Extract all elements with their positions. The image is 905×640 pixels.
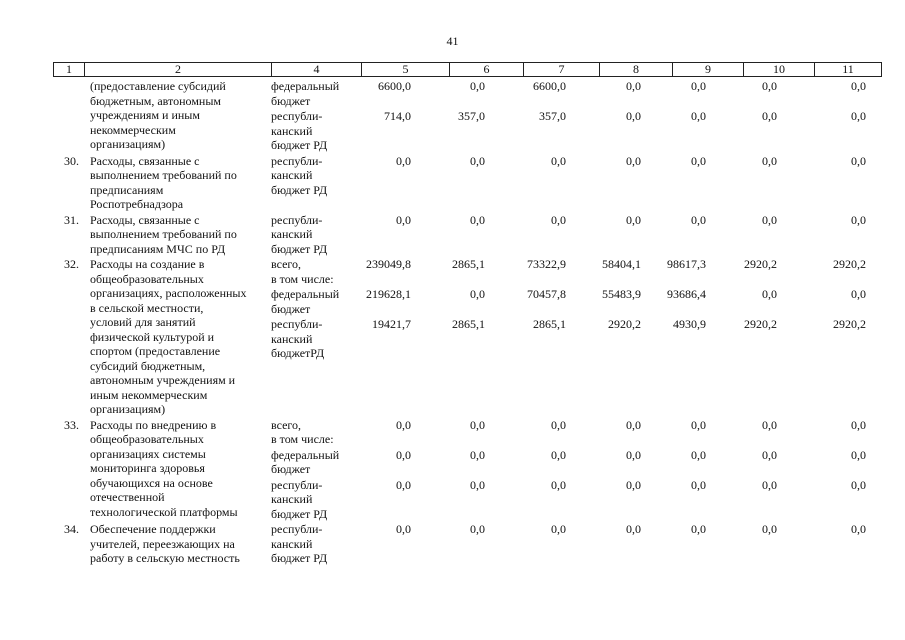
- description-line: учителей, переезжающих на: [90, 536, 235, 551]
- description-line: предписаниям МЧС по РД: [90, 241, 226, 256]
- funding-source-label: канский: [271, 492, 313, 506]
- funding-source-label: в том числе:: [271, 271, 334, 286]
- description-line: Расходы, связанные с: [90, 212, 200, 227]
- row-number: 34.: [64, 522, 79, 536]
- funding-source-label: республи-: [271, 317, 323, 331]
- header-cell: 2: [85, 63, 272, 76]
- value-cell: 2920,2: [744, 317, 777, 331]
- value-cell: 0,0: [396, 477, 411, 492]
- funding-source-label: всего,: [271, 417, 302, 432]
- value-cell: 0,0: [691, 417, 706, 432]
- value-cell: 0,0: [626, 212, 641, 227]
- description-line: спортом (предоставление: [90, 344, 221, 358]
- page-number: 41: [446, 34, 459, 48]
- value-cell: 0,0: [851, 79, 866, 93]
- funding-source-label: в том числе:: [271, 432, 334, 446]
- value-cell: 714,0: [384, 109, 411, 123]
- funding-source-label: канский: [271, 123, 313, 138]
- funding-source-label: бюджет: [271, 301, 311, 316]
- funding-source-label: бюджет РД: [271, 182, 328, 197]
- value-cell: 0,0: [626, 447, 641, 462]
- value-cell: 357,0: [539, 109, 566, 123]
- funding-source-label: бюджет РД: [271, 138, 328, 152]
- value-cell: 0,0: [691, 109, 706, 123]
- funding-source-label: федеральный: [271, 79, 340, 93]
- value-cell: 0,0: [762, 153, 777, 168]
- value-cell: 0,0: [851, 477, 866, 492]
- funding-source-label: бюджетРД: [271, 346, 325, 360]
- value-cell: 0,0: [396, 212, 411, 227]
- description-line: учреждениям и иным: [90, 108, 200, 122]
- value-cell: 70457,8: [527, 287, 566, 301]
- header-cell: 1: [54, 63, 85, 76]
- value-cell: 2920,2: [833, 317, 866, 331]
- value-cell: 0,0: [551, 447, 566, 462]
- value-cell: 0,0: [691, 522, 706, 536]
- value-cell: 0,0: [851, 212, 866, 227]
- description-line: Обеспечение поддержки: [90, 522, 216, 536]
- value-cell: 0,0: [396, 522, 411, 536]
- funding-source-label: канский: [271, 227, 313, 241]
- header-cell: 4: [272, 63, 362, 76]
- value-cell: 0,0: [470, 287, 485, 301]
- description-line: в сельской местности,: [90, 300, 204, 315]
- value-cell: 0,0: [470, 79, 485, 93]
- row-number: 33.: [64, 417, 79, 432]
- value-cell: 357,0: [458, 109, 485, 123]
- value-cell: 0,0: [851, 417, 866, 432]
- description-line: выполнением требований по: [90, 227, 237, 241]
- value-cell: 0,0: [470, 522, 485, 536]
- value-cell: 0,0: [762, 477, 777, 492]
- value-cell: 0,0: [762, 109, 777, 123]
- value-cell: 0,0: [691, 447, 706, 462]
- description-line: технологической платформы: [90, 504, 238, 519]
- funding-source-label: федеральный: [271, 287, 340, 301]
- value-cell: 0,0: [551, 477, 566, 492]
- value-cell: 0,0: [626, 522, 641, 536]
- value-cell: 0,0: [762, 79, 777, 93]
- description-line: иным некоммерческим: [90, 387, 208, 402]
- value-cell: 0,0: [626, 153, 641, 168]
- row-number: 32.: [64, 257, 79, 271]
- header-cell: 8: [600, 63, 673, 76]
- value-cell: 2865,1: [452, 317, 485, 331]
- funding-source-label: республи-: [271, 522, 323, 536]
- description-line: физической культурой и: [90, 329, 215, 344]
- value-cell: 0,0: [762, 417, 777, 432]
- header-cell: 9: [673, 63, 744, 76]
- description-line: организациях, расположенных: [90, 286, 247, 300]
- description-line: бюджетным, автономным: [90, 93, 221, 108]
- value-cell: 73322,9: [527, 257, 566, 271]
- value-cell: 2865,1: [533, 317, 566, 331]
- description-line: условий для занятий: [90, 315, 196, 329]
- value-cell: 0,0: [762, 447, 777, 462]
- description-line: выполнением требований по: [90, 168, 237, 182]
- description-line: Расходы на создание в: [90, 257, 205, 271]
- header-cell: 7: [524, 63, 600, 76]
- value-cell: 0,0: [551, 522, 566, 536]
- description-line: автономным учреждениям и: [90, 373, 236, 387]
- value-cell: 0,0: [851, 447, 866, 462]
- description-line: некоммерческим: [90, 122, 176, 137]
- funding-source-label: бюджет РД: [271, 506, 328, 521]
- value-cell: 2920,2: [608, 317, 641, 331]
- description-line: организациям): [90, 402, 166, 416]
- value-cell: 0,0: [626, 109, 641, 123]
- value-cell: 0,0: [470, 153, 485, 168]
- value-cell: 0,0: [626, 79, 641, 93]
- value-cell: 0,0: [691, 212, 706, 227]
- funding-source-label: канский: [271, 168, 313, 182]
- funding-source-label: бюджет РД: [271, 241, 328, 256]
- description-line: Расходы по внедрению в: [90, 417, 217, 432]
- description-line: Роспотребнадзора: [90, 197, 184, 211]
- value-cell: 0,0: [626, 417, 641, 432]
- description-line: работу в сельскую местность: [90, 551, 240, 565]
- value-cell: 0,0: [551, 417, 566, 432]
- description-line: Расходы, связанные с: [90, 153, 200, 168]
- value-cell: 219628,1: [366, 287, 411, 301]
- row-description: [90, 154, 272, 212]
- description-line: организациях системы: [90, 446, 206, 461]
- row-description: [90, 213, 272, 257]
- value-cell: 0,0: [691, 153, 706, 168]
- value-cell: 0,0: [470, 447, 485, 462]
- description-line: мониторинга здоровья: [90, 461, 205, 475]
- funding-source-label: республи-: [271, 212, 323, 227]
- funding-source-label: канский: [271, 536, 313, 551]
- value-cell: 0,0: [551, 153, 566, 168]
- value-cell: 0,0: [691, 477, 706, 492]
- row-description: [90, 522, 272, 566]
- description-line: обучающихся на основе: [90, 475, 213, 490]
- value-cell: 98617,3: [667, 257, 706, 271]
- value-cell: 2920,2: [744, 257, 777, 271]
- funding-source-label: канский: [271, 331, 313, 346]
- value-cell: 93686,4: [667, 287, 706, 301]
- value-cell: 0,0: [851, 287, 866, 301]
- header-cell: 11: [842, 62, 854, 76]
- header-cell: 6: [450, 63, 524, 76]
- value-cell: 0,0: [851, 109, 866, 123]
- value-cell: 239049,8: [366, 257, 411, 271]
- row-description: [90, 79, 272, 152]
- value-cell: 0,0: [470, 477, 485, 492]
- funding-source-label: всего,: [271, 257, 302, 271]
- value-cell: 0,0: [470, 417, 485, 432]
- row-description: [90, 257, 272, 417]
- value-cell: 6600,0: [378, 79, 411, 93]
- value-cell: 0,0: [851, 153, 866, 168]
- description-line: общеобразовательных: [90, 432, 204, 446]
- description-line: (предоставление субсидий: [90, 79, 226, 93]
- value-cell: 2865,1: [452, 257, 485, 271]
- value-cell: 0,0: [851, 522, 866, 536]
- value-cell: 0,0: [470, 212, 485, 227]
- value-cell: 0,0: [762, 522, 777, 536]
- funding-source-label: бюджет: [271, 93, 311, 108]
- value-cell: 19421,7: [372, 317, 411, 331]
- row-number: 31.: [64, 212, 79, 227]
- value-cell: 2920,2: [833, 257, 866, 271]
- description-line: субсидий бюджетным,: [90, 358, 206, 373]
- value-cell: 0,0: [762, 287, 777, 301]
- value-cell: 55483,9: [602, 287, 641, 301]
- row-description: [90, 418, 272, 520]
- funding-source-label: федеральный: [271, 447, 340, 462]
- funding-source-label: республи-: [271, 477, 323, 492]
- header-cell: 5: [362, 63, 450, 76]
- value-cell: 0,0: [396, 447, 411, 462]
- value-cell: 0,0: [396, 153, 411, 168]
- funding-source-label: республи-: [271, 153, 323, 168]
- header-cell: 10: [744, 63, 815, 76]
- funding-source-label: бюджет: [271, 462, 311, 476]
- value-cell: 0,0: [396, 417, 411, 432]
- value-cell: 0,0: [691, 79, 706, 93]
- description-line: общеобразовательных: [90, 271, 204, 286]
- description-line: отечественной: [90, 490, 165, 504]
- value-cell: 0,0: [551, 212, 566, 227]
- value-cell: 0,0: [762, 212, 777, 227]
- value-cell: 6600,0: [533, 79, 566, 93]
- funding-source-label: республи-: [271, 109, 323, 123]
- value-cell: 58404,1: [602, 257, 641, 271]
- description-line: предписаниям: [90, 182, 164, 197]
- row-number: 30.: [64, 153, 79, 168]
- value-cell: 4930,9: [673, 317, 706, 331]
- description-line: организациям): [90, 137, 166, 151]
- value-cell: 0,0: [626, 477, 641, 492]
- funding-source-label: бюджет РД: [271, 551, 328, 565]
- table-header: [53, 62, 882, 77]
